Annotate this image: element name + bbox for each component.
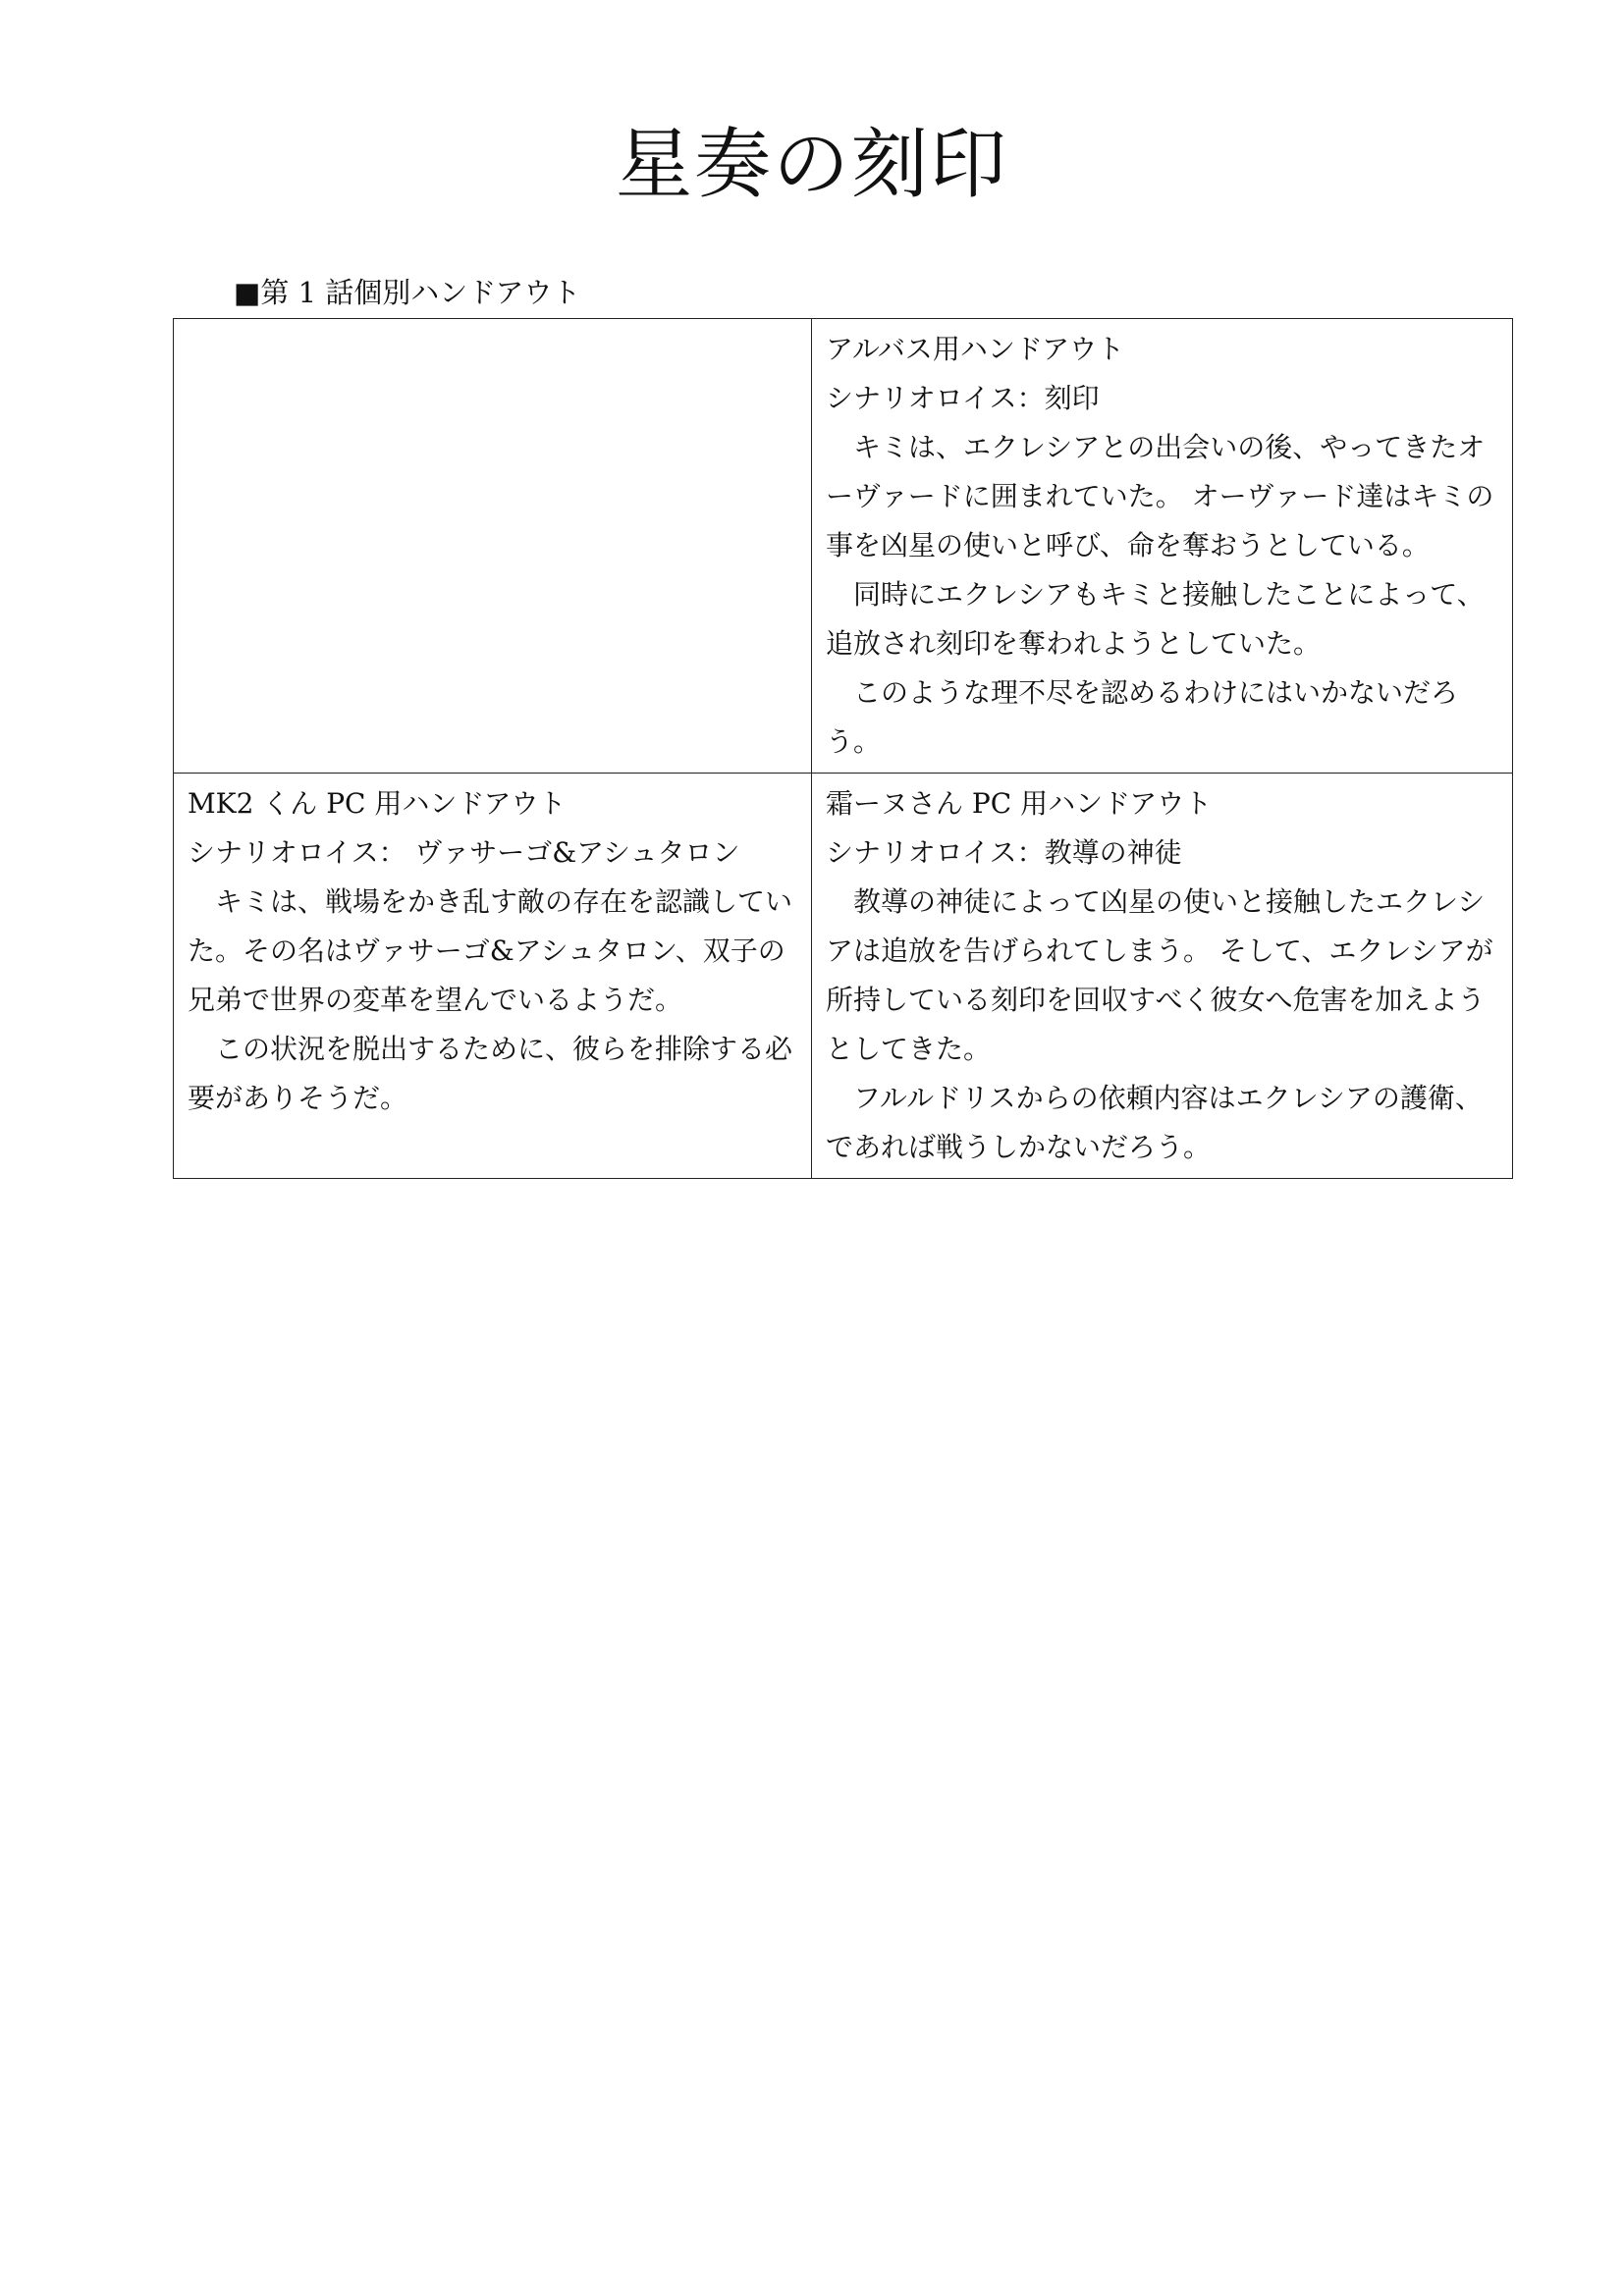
scenario-lois: シナリオロイス： ヴァサーゴ&アシュタロン [188, 836, 740, 869]
handout-paragraph: キミは、戦場をかき乱す敵の存在を認識していた。その名はヴァサーゴ&アシュタロン、双子の兄弟で世界の変革を望んでいるようだ。 [188, 885, 793, 1016]
handout-paragraph: キミは、エクレシアとの出会いの後、やってきたオーヴァードに囲まれていた。 オーヴァード達はキミの事を凶星の使いと呼び、命を奪おうとしている。 [826, 431, 1494, 561]
handout-title: アルバス用ハンドアウト [826, 333, 1125, 365]
handout-title: 霜ーヌさん PC 用ハンドアウト [826, 787, 1213, 820]
handout-title: MK2 くん PC 用ハンドアウト [188, 787, 567, 820]
table-row [174, 774, 1513, 1179]
handout-paragraph: このような理不尽を認めるわけにはいかないだろう。 [826, 676, 1459, 758]
handout-cell-shimo [812, 774, 1513, 1179]
scenario-lois: シナリオロイス：教導の神徒 [826, 836, 1182, 869]
document-title: 星奏の刻印 [615, 121, 1008, 209]
handout-paragraph: フルルドリスからの依頼内容はエクレシアの護衛、であれば戦うしかないだろう。 [826, 1082, 1483, 1163]
handout-paragraph: この状況を脱出するために、彼らを排除する必要がありそうだ。 [188, 1033, 793, 1114]
handout-cell-empty [174, 319, 812, 774]
handout-paragraph: 教導の神徒によって凶星の使いと接触したエクレシアは追放を告げられてしまう。 そして、エクレシアが所持している刻印を回収すべく彼女へ危害を加えようとしてきた。 [826, 885, 1493, 1065]
handout-paragraph: 同時にエクレシアもキミと接触したことによって、追放され刻印を奪われようとしていた。 [826, 578, 1485, 660]
handout-cell-albus [812, 319, 1513, 774]
section-heading: ■第 1 話個別ハンドアウト [234, 276, 581, 309]
handout-cell-mk2 [174, 774, 812, 1179]
handout-table [173, 318, 1513, 1179]
table-row [174, 319, 1513, 774]
scenario-lois: シナリオロイス：刻印 [826, 382, 1100, 414]
